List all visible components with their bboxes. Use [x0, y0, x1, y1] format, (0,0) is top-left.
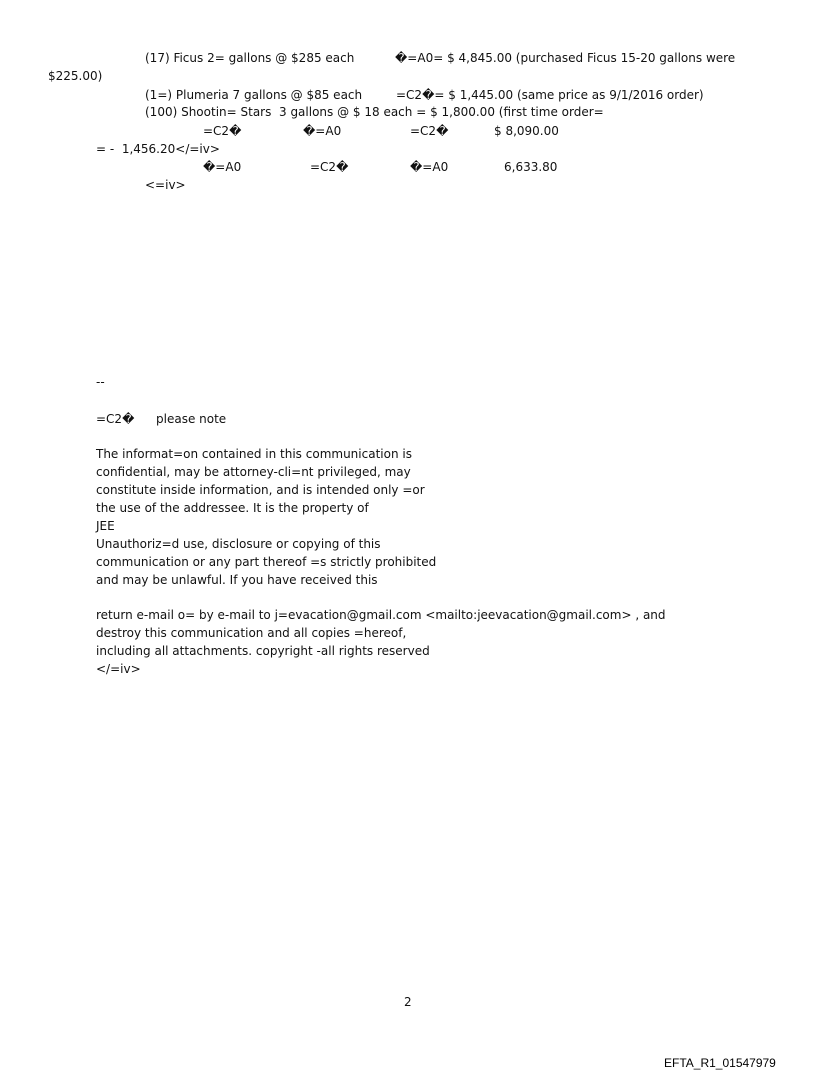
disclaimer-line: JEE	[96, 519, 115, 533]
document-id: EFTA_R1_01547979	[664, 1056, 776, 1070]
disclaimer-line: constitute inside information, and is intended only =or	[96, 483, 425, 497]
disclaimer-line: including all attachments. copyright -all rights reserved	[96, 644, 430, 658]
plumeria-item: (1=) Plumeria 7 gallons @ $85 each	[145, 88, 363, 102]
plumeria-total: =C2�= $ 1,445.00 (same price as 9/1/2016 order)	[396, 88, 704, 102]
disclaimer-line: destroy this communication and all copies =hereof,	[96, 626, 407, 640]
signature-separator: --	[96, 375, 105, 389]
subtotal-col3: =C2�	[410, 124, 449, 138]
total-amount: 6,633.80	[504, 160, 558, 174]
disclaimer-line: The informat=on contained in this communication is	[96, 447, 412, 461]
disclaimer-line: return e-mail o= by e-mail to j=evacation@gmail.com <mailto:jeevacation@gmail.com> , and	[96, 608, 666, 622]
subtotal-col2: �=A0	[303, 124, 342, 138]
ficus-total: �=A0= $ 4,845.00 (purchased Ficus 15-20 gallons were	[395, 51, 736, 65]
disclaimer-line: communication or any part thereof =s strictly prohibited	[96, 555, 437, 569]
total-col2: =C2�	[310, 160, 349, 174]
discount-line: = - 1,456.20</=iv>	[96, 142, 220, 156]
subtotal-amount: $ 8,090.00	[494, 124, 559, 138]
note-text: please note	[156, 412, 227, 426]
page-number: 2	[404, 995, 412, 1009]
shooting-stars-line: (100) Shootin= Stars 3 gallons @ $ 18 each = $ 1,800.00 (first time order=	[145, 105, 604, 119]
disclaimer-line: the use of the addressee. It is the property of	[96, 501, 369, 515]
div-open-tag: <=iv>	[145, 178, 186, 192]
total-col1: �=A0	[203, 160, 242, 174]
disclaimer-line: and may be unlawful. If you have received this	[96, 573, 378, 587]
total-col3: �=A0	[410, 160, 449, 174]
disclaimer-line: confidential, may be attorney-cli=nt privileged, may	[96, 465, 411, 479]
ficus-previous-price: $225.00)	[48, 69, 103, 83]
disclaimer-line: Unauthoriz=d use, disclosure or copying of this	[96, 537, 381, 551]
subtotal-col1: =C2�	[203, 124, 242, 138]
note-prefix: =C2�	[96, 412, 135, 426]
ficus-item: (17) Ficus 2= gallons @ $285 each	[145, 51, 355, 65]
div-close-tag: </=iv>	[96, 662, 141, 676]
